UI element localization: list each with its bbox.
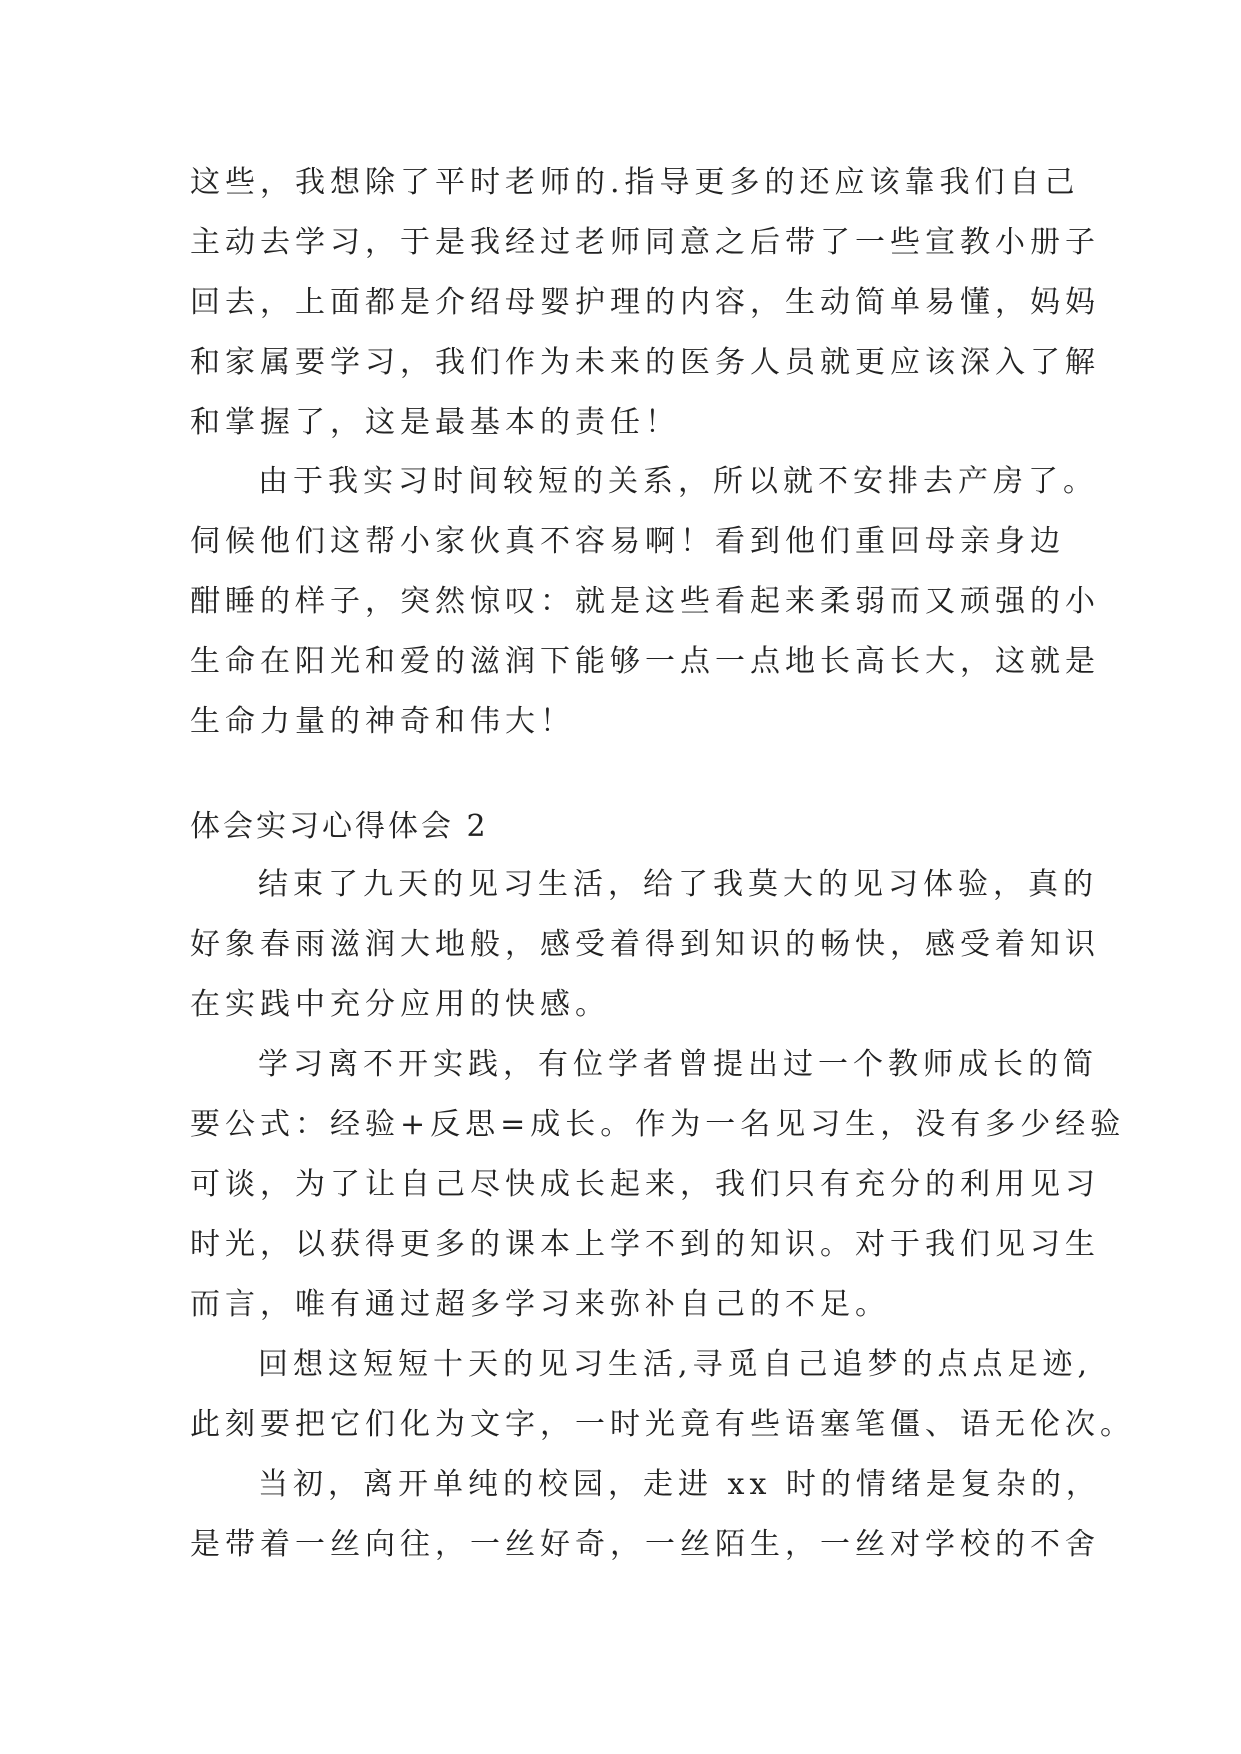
paragraph-6-line-2: 是带着一丝向往，一丝好奇，一丝陌生，一丝对学校的不舍 [190,1527,1100,1562]
paragraph-4-line-5: 而言，唯有通过超多学习来弥补自己的不足。 [190,1287,890,1322]
paragraph-4-line-2: 要公式：经验+反思=成长。作为一名见习生，没有多少经验 [190,1107,1126,1142]
paragraph-2-line-5: 生命力量的神奇和伟大！ [190,704,575,739]
paragraph-2-line-4: 生命在阳光和爱的滋润下能够一点一点地长高长大，这就是 [190,644,1100,679]
paragraph-3-line-2: 好象春雨滋润大地般，感受着得到知识的畅快，感受着知识 [190,927,1100,962]
paragraph-1-line-3: 回去，上面都是介绍母婴护理的内容，生动简单易懂，妈妈 [190,285,1100,320]
paragraph-4-line-1: 学习离不开实践，有位学者曾提出过一个教师成长的简 [258,1047,1098,1082]
paragraph-1-line-2: 主动去学习，于是我经过老师同意之后带了一些宣教小册子 [190,225,1100,260]
paragraph-5-line-2: 此刻要把它们化为文字，一时光竟有些语塞笔僵、语无伦次。 [190,1407,1135,1442]
section-heading: 体会实习心得体会 2 [190,809,489,844]
paragraph-6-line-1: 当初，离开单纯的校园，走进 xx 时的情绪是复杂的， [258,1467,1101,1502]
paragraph-2-line-1: 由于我实习时间较短的关系，所以就不安排去产房了。 [258,464,1098,499]
paragraph-3-line-3: 在实践中充分应用的快感。 [190,987,610,1022]
paragraph-3-line-1: 结束了九天的见习生活，给了我莫大的见习体验，真的 [258,867,1098,902]
paragraph-1-line-1: 这些，我想除了平时老师的.指导更多的还应该靠我们自己 [190,165,1080,200]
paragraph-1-line-5: 和掌握了，这是最基本的责任！ [190,405,680,440]
paragraph-1-line-4: 和家属要学习，我们作为未来的医务人员就更应该深入了解 [190,345,1100,380]
paragraph-2-line-2: 伺候他们这帮小家伙真不容易啊！看到他们重回母亲身边 [190,524,1065,559]
paragraph-5-line-1: 回想这短短十天的见习生活,寻觅自己追梦的点点足迹, [258,1347,1093,1382]
paragraph-2-line-3: 酣睡的样子，突然惊叹：就是这些看起来柔弱而又顽强的小 [190,584,1100,619]
paragraph-4-line-3: 可谈，为了让自己尽快成长起来，我们只有充分的利用见习 [190,1167,1100,1202]
paragraph-4-line-4: 时光，以获得更多的课本上学不到的知识。对于我们见习生 [190,1227,1100,1262]
